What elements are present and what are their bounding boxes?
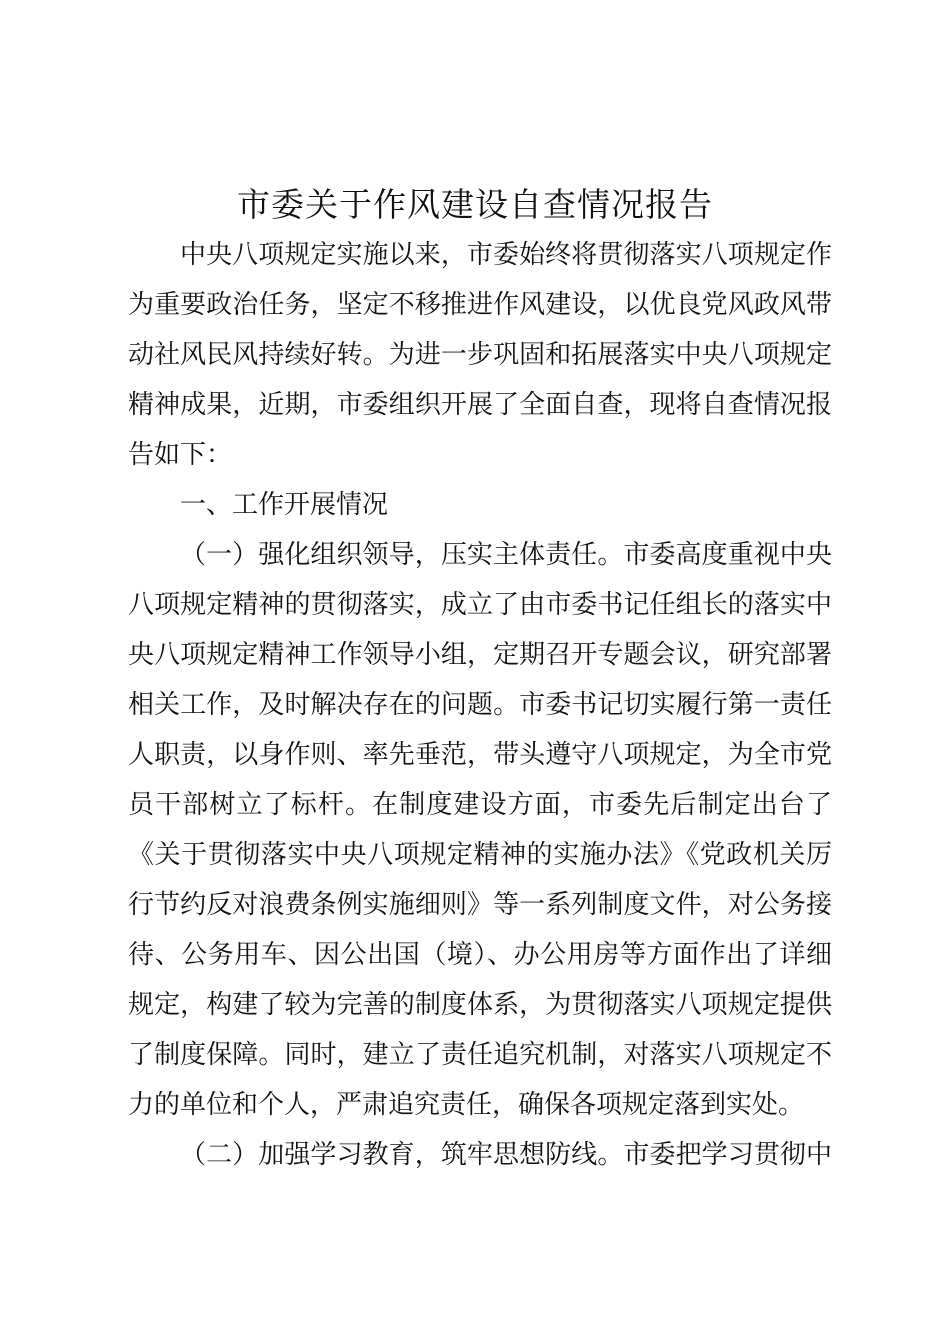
document-title: 市委关于作风建设自查情况报告 [237,185,713,224]
body-line: 八项规定精神的贯彻落实，成立了由市委书记任组长的落实中 [128,590,832,620]
body-line: 告如下： [128,440,233,470]
body-line: 员干部树立了标杆。在制度建设方面，市委先后制定出台了 [128,790,832,820]
body-line: 了制度保障。同时，建立了责任追究机制，对落实八项规定不 [128,1040,832,1070]
section-heading: 一、工作开展情况 [180,490,389,520]
body-line: 为重要政治任务，坚定不移推进作风建设，以优良党风政风带 [128,290,832,320]
body-line: 规定，构建了较为完善的制度体系，为贯彻落实八项规定提供 [128,990,832,1020]
body-line: 待、公务用车、因公出国（境）、办公用房等方面作出了详细 [128,940,832,970]
body-line: （一）强化组织领导，压实主体责任。市委高度重视中央 [180,540,832,570]
body-line: 动社风民风持续好转。为进一步巩固和拓展落实中央八项规定 [128,340,832,370]
body-line: 力的单位和个人，严肃追究责任，确保各项规定落到实处。 [128,1090,805,1120]
body-line: 中央八项规定实施以来，市委始终将贯彻落实八项规定作 [180,240,832,270]
body-line: 《关于贯彻落实中央八项规定精神的实施办法》《党政机关厉 [128,840,832,870]
body-line: 央八项规定精神工作领导小组，定期召开专题会议，研究部署 [128,640,832,670]
body-line: 精神成果，近期，市委组织开展了全面自查，现将自查情况报 [128,390,832,420]
body-line: 行节约反对浪费条例实施细则》等一系列制度文件，对公务接 [128,890,832,920]
body-line: （二）加强学习教育，筑牢思想防线。市委把学习贯彻中 [180,1140,832,1170]
body-line: 人职责，以身作则、率先垂范，带头遵守八项规定，为全市党 [128,740,832,770]
body-line: 相关工作，及时解决存在的问题。市委书记切实履行第一责任 [128,690,832,720]
